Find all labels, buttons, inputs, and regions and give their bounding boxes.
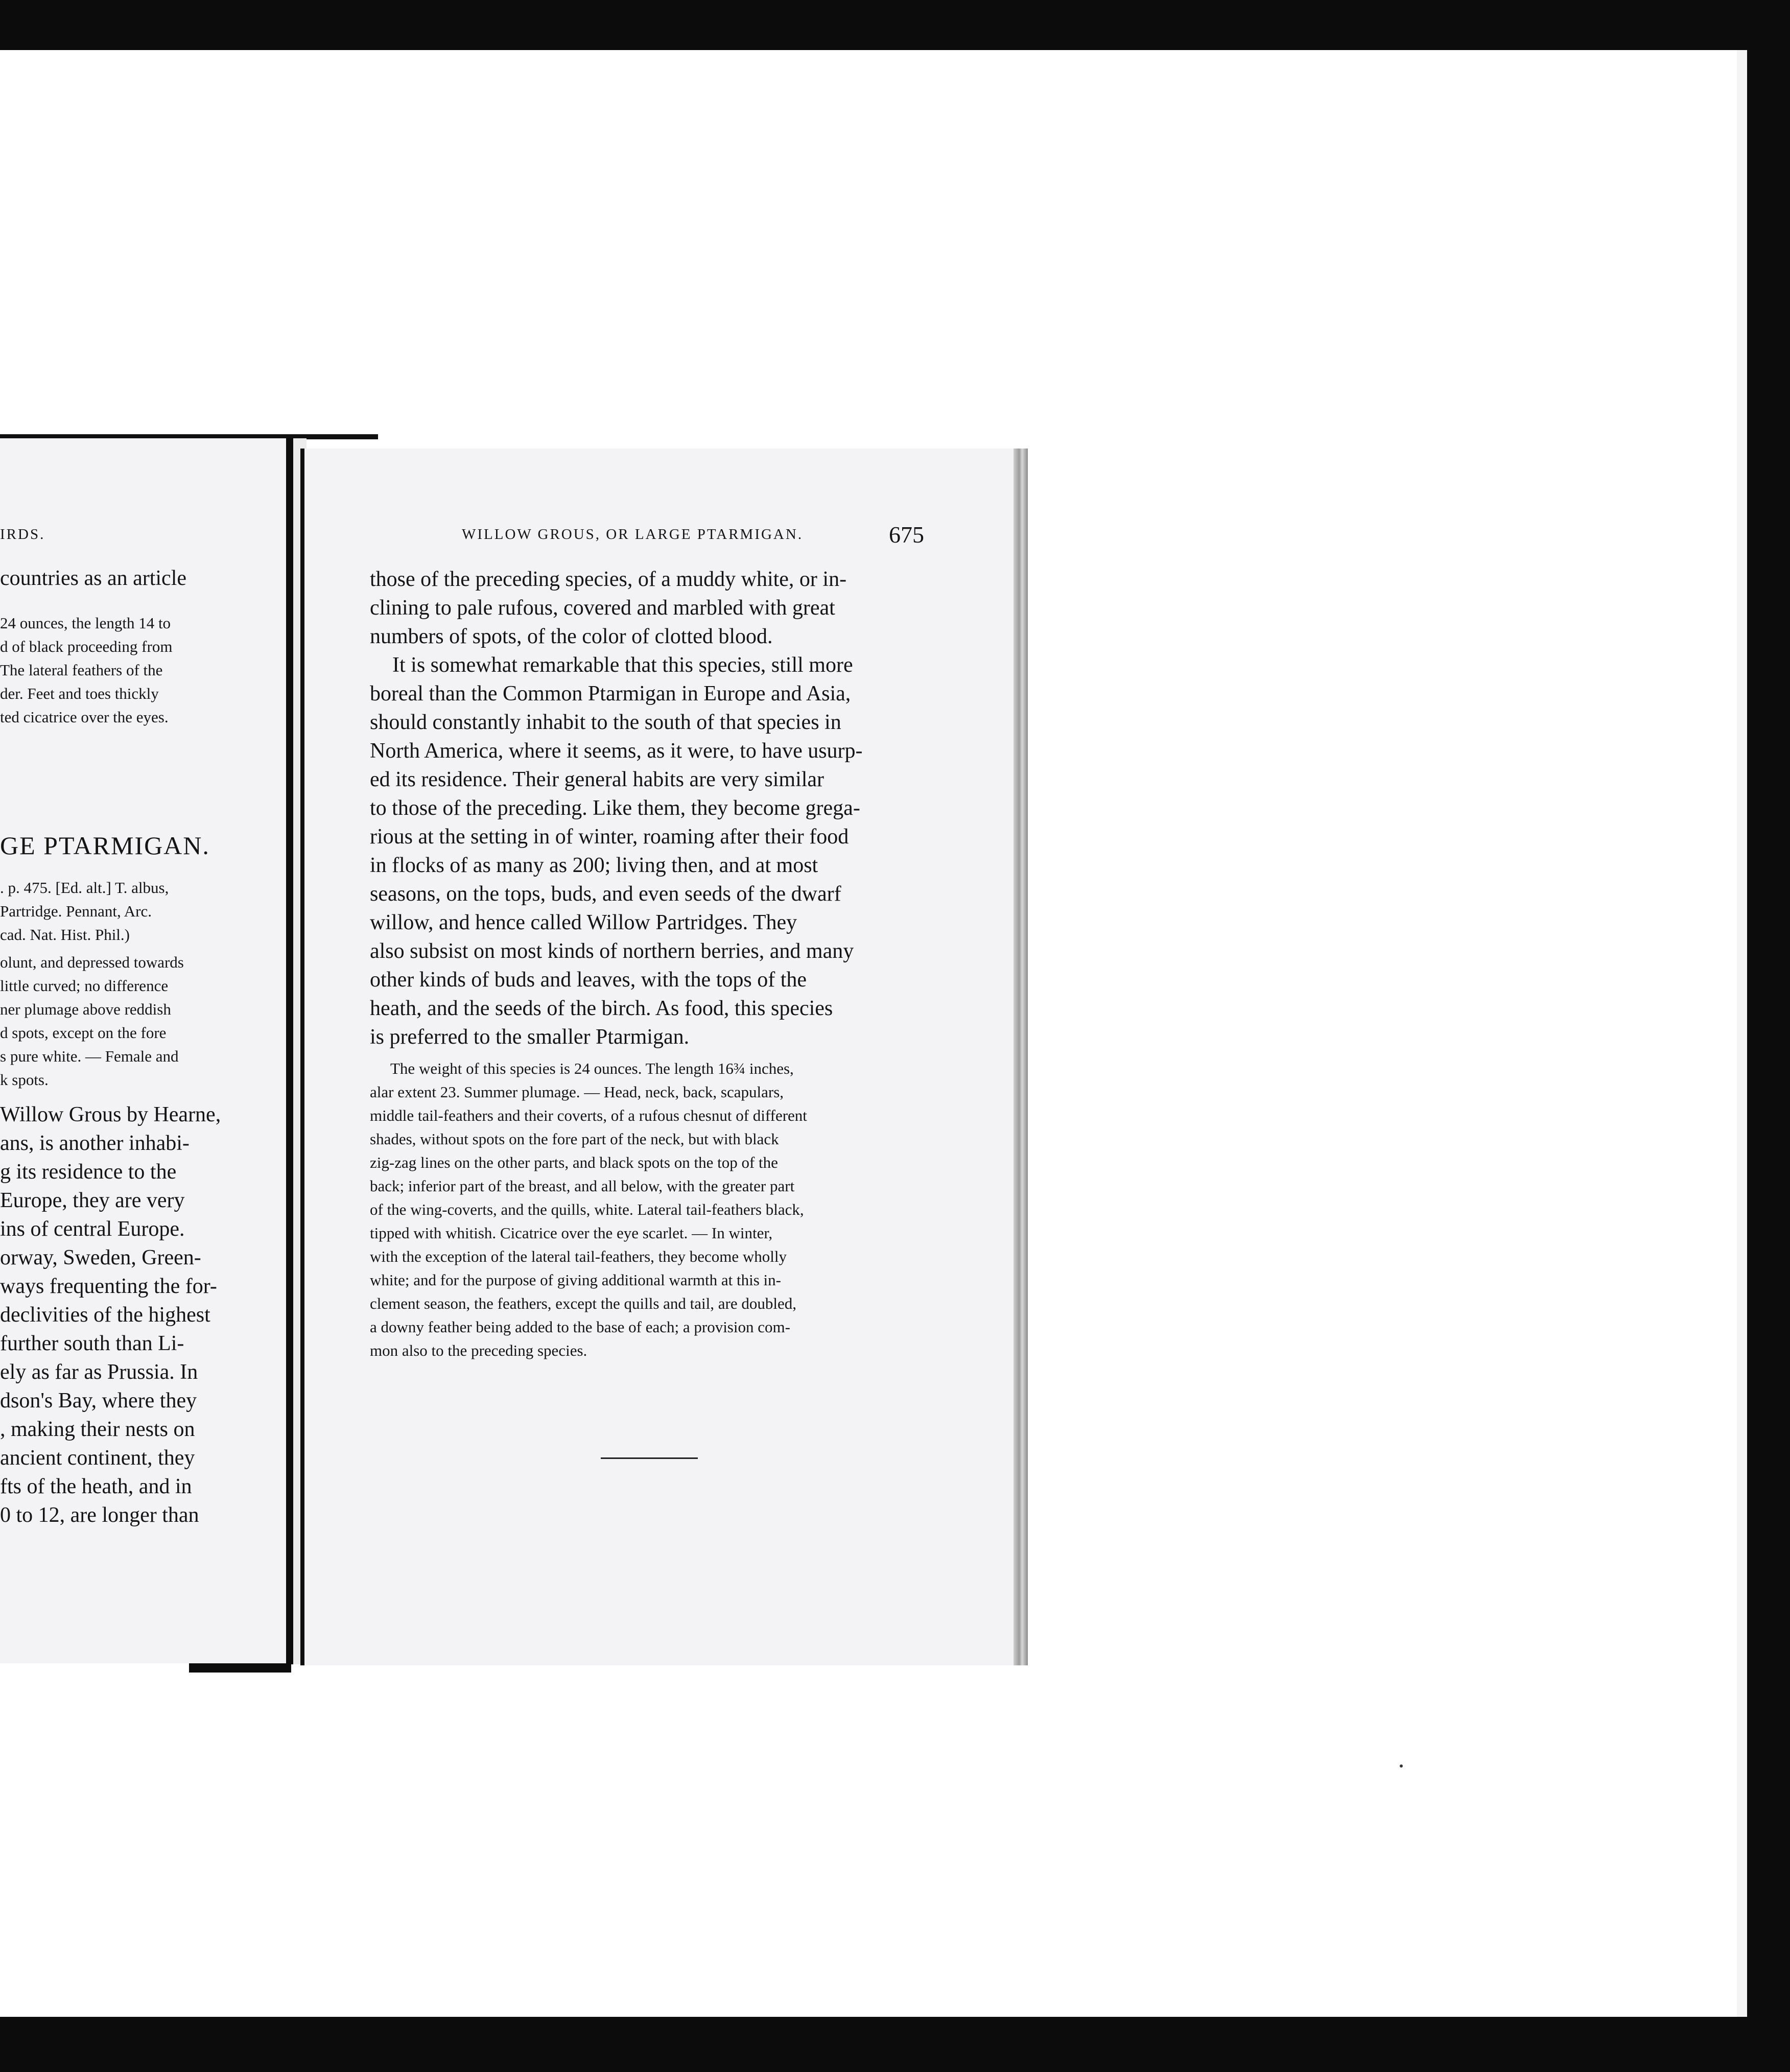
scan-frame-top	[0, 0, 1790, 50]
left-line: Europe, they are very	[0, 1189, 185, 1212]
left-line: . p. 475. [Ed. alt.] T. albus,	[0, 879, 169, 897]
body-line: boreal than the Common Ptarmigan in Europe and Asia,	[370, 682, 851, 705]
left-line: countries as an article	[0, 567, 186, 590]
scan-speck	[1400, 1764, 1403, 1768]
scan-frame-right	[1747, 0, 1790, 2072]
left-line: d spots, except on the fore	[0, 1024, 167, 1042]
body-line: other kinds of buds and leaves, with the tops of the	[370, 968, 807, 992]
left-line: d of black proceeding from	[0, 638, 173, 655]
note-line: zig-zag lines on the other parts, and black spots on the top of the	[370, 1153, 778, 1171]
left-page	[0, 438, 286, 1663]
left-page-bottom-edge	[189, 1663, 291, 1673]
left-line: 24 ounces, the length 14 to	[0, 614, 171, 632]
left-line: ely as far as Prussia. In	[0, 1360, 198, 1384]
left-line: cad. Nat. Hist. Phil.)	[0, 926, 130, 944]
left-line: little curved; no difference	[0, 977, 169, 995]
left-line: 0 to 12, are longer than	[0, 1503, 199, 1527]
note-line: a downy feather being added to the base of each; a provision com-	[370, 1318, 790, 1336]
body-line: those of the preceding species, of a muddy white, or in-	[370, 568, 847, 591]
left-line: Partridge. Pennant, Arc.	[0, 902, 152, 920]
right-page-edge	[1014, 449, 1028, 1665]
body-line: It is somewhat remarkable that this species, still more	[392, 653, 853, 677]
left-running-head: IRDS.	[0, 526, 45, 543]
left-line: ner plumage above reddish	[0, 1000, 171, 1018]
body-line: willow, and hence called Willow Partridges. They	[370, 911, 797, 934]
scan-frame-bottom	[0, 2017, 1790, 2072]
body-line: ed its residence. Their general habits are very similar	[370, 768, 825, 791]
note-line: clement season, the feathers, except the quills and tail, are doubled,	[370, 1294, 796, 1312]
left-line: The lateral feathers of the	[0, 661, 163, 679]
note-line: The weight of this species is 24 ounces. The length 16¾ inches,	[390, 1059, 794, 1077]
left-line: g its residence to the	[0, 1160, 177, 1184]
body-line: to those of the preceding. Like them, they become grega-	[370, 796, 860, 820]
left-line: ins of central Europe.	[0, 1217, 185, 1241]
note-line: of the wing-coverts, and the quills, white. Lateral tail-feathers black,	[370, 1200, 804, 1218]
left-line: dson's Bay, where they	[0, 1389, 197, 1412]
left-line: fts of the heath, and in	[0, 1475, 192, 1498]
left-line: k spots.	[0, 1071, 49, 1089]
scan-frame-right-margin	[1737, 50, 1747, 2017]
body-line: seasons, on the tops, buds, and even seeds of the dwarf	[370, 882, 841, 906]
note-line: white; and for the purpose of giving additional warmth at this in-	[370, 1271, 781, 1289]
body-line: heath, and the seeds of the birch. As food, this species	[370, 997, 833, 1020]
note-line: alar extent 23. Summer plumage. — Head, neck, back, scapulars,	[370, 1083, 784, 1101]
right-running-head: WILLOW GROUS, OR LARGE PTARMIGAN.	[462, 526, 804, 543]
left-line: Willow Grous by Hearne,	[0, 1103, 221, 1126]
left-line: der. Feet and toes thickly	[0, 685, 159, 702]
body-line: North America, where it seems, as it were, to have usurp-	[370, 739, 863, 763]
note-line: mon also to the preceding species.	[370, 1341, 587, 1359]
body-line: clining to pale rufous, covered and marbled with great	[370, 596, 835, 620]
section-end-rule	[601, 1457, 698, 1459]
note-line: shades, without spots on the fore part of the neck, but with black	[370, 1130, 779, 1148]
note-line: back; inferior part of the breast, and all below, with the greater part	[370, 1177, 795, 1195]
left-line: , making their nests on	[0, 1418, 195, 1441]
left-line: ways frequenting the for-	[0, 1275, 217, 1298]
left-line: declivities of the highest	[0, 1303, 210, 1327]
left-line: further south than Li-	[0, 1332, 184, 1355]
left-line: olunt, and depressed towards	[0, 953, 184, 971]
note-line: tipped with whitish. Cicatrice over the eye scarlet. — In winter,	[370, 1224, 773, 1242]
note-line: middle tail-feathers and their coverts, of a rufous chesnut of different	[370, 1106, 807, 1124]
page-number: 675	[889, 522, 924, 548]
left-line: ancient continent, they	[0, 1446, 195, 1470]
body-line: also subsist on most kinds of northern berries, and many	[370, 939, 854, 963]
body-line: is preferred to the smaller Ptarmigan.	[370, 1025, 690, 1049]
body-line: should constantly inhabit to the south of that species in	[370, 711, 841, 734]
left-line: s pure white. — Female and	[0, 1047, 179, 1065]
body-line: rious at the setting in of winter, roaming after their food	[370, 825, 849, 849]
note-line: with the exception of the lateral tail-feathers, they become wholly	[370, 1247, 787, 1265]
left-line: ans, is another inhabi-	[0, 1132, 190, 1155]
left-line: orway, Sweden, Green-	[0, 1246, 201, 1269]
left-section-title: GE PTARMIGAN.	[0, 831, 210, 860]
body-line: numbers of spots, of the color of clotted blood.	[370, 625, 773, 648]
body-line: in flocks of as many as 200; living then, and at most	[370, 854, 818, 877]
left-line: ted cicatrice over the eyes.	[0, 708, 169, 726]
left-page-border	[286, 438, 293, 1664]
